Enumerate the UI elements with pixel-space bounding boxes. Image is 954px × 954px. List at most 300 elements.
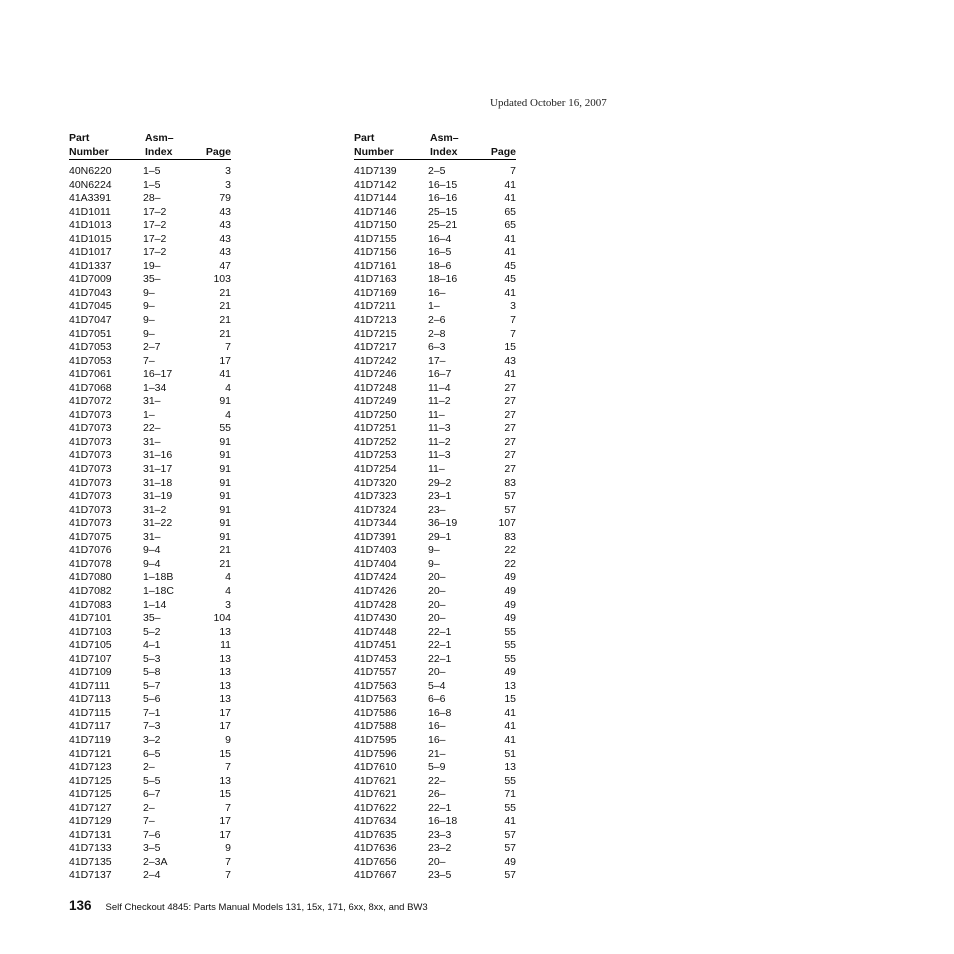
page-cell: 91 — [219, 449, 231, 462]
asm-index-cell: 35– — [143, 612, 161, 625]
asm-index-cell: 25–21 — [428, 219, 458, 232]
table-row — [354, 179, 516, 193]
part-number-cell: 41D7121 — [69, 747, 112, 760]
asm-index-cell: 16–17 — [143, 368, 173, 381]
page-cell: 91 — [219, 435, 231, 448]
part-number-cell: 41D7137 — [69, 869, 112, 882]
asm-index-cell: 31–22 — [143, 517, 173, 530]
asm-index-cell: 1–18B — [143, 571, 174, 584]
page-cell: 41 — [504, 246, 516, 259]
asm-index-cell: 11– — [428, 463, 445, 476]
asm-index-cell: 22–1 — [428, 652, 452, 665]
asm-index-cell: 18–6 — [428, 259, 452, 272]
table-row — [69, 802, 231, 816]
header-page: Page — [490, 146, 516, 158]
page-cell: 41 — [504, 368, 516, 381]
page-cell: 21 — [219, 314, 231, 327]
part-number-cell: 41D7101 — [69, 612, 112, 625]
header-page: Page — [205, 146, 231, 158]
table-row — [354, 314, 516, 328]
table-row — [354, 300, 516, 314]
table-row — [69, 436, 231, 450]
page-cell: 13 — [504, 679, 516, 692]
page-cell: 9 — [225, 733, 231, 746]
part-number-cell: 41D7161 — [354, 259, 397, 272]
page-cell: 3 — [225, 165, 231, 177]
asm-index-cell: 31–2 — [143, 503, 167, 516]
page-cell: 27 — [504, 381, 516, 394]
asm-index-cell: 17–2 — [143, 232, 167, 245]
page-cell: 7 — [225, 855, 231, 868]
asm-index-cell: 2–5 — [428, 165, 446, 177]
part-number-cell: 41D7451 — [354, 639, 397, 652]
page-cell: 21 — [219, 327, 231, 340]
asm-index-cell: 5–4 — [428, 679, 446, 692]
part-number-cell: 41D7105 — [69, 639, 112, 652]
page-footer — [69, 898, 428, 913]
part-number-cell: 41D7403 — [354, 544, 397, 557]
part-number-cell: 41D7169 — [354, 286, 397, 299]
asm-index-cell: 5–8 — [143, 666, 161, 679]
page-cell: 71 — [504, 788, 516, 801]
part-number-cell: 41D7320 — [354, 476, 397, 489]
table-row — [354, 165, 516, 179]
table-row — [69, 869, 231, 883]
asm-index-cell: 16– — [428, 733, 446, 746]
part-number-cell: 41D7253 — [354, 449, 397, 462]
table-row — [354, 382, 516, 396]
part-number-cell: 41D7073 — [69, 476, 112, 489]
table-row — [69, 233, 231, 247]
table-row — [69, 531, 231, 545]
asm-index-cell: 9– — [143, 286, 155, 299]
header-number: Number — [354, 146, 394, 158]
page-cell: 13 — [219, 679, 231, 692]
part-number-cell: 41D7139 — [354, 165, 397, 177]
table-row — [354, 680, 516, 694]
table-row — [354, 693, 516, 707]
table-row — [354, 436, 516, 450]
part-number-cell: 41D7155 — [354, 232, 397, 245]
asm-index-cell: 2–6 — [428, 314, 446, 327]
asm-index-cell: 25–15 — [428, 205, 458, 218]
part-number-cell: 41D7636 — [354, 842, 397, 855]
table-row — [354, 544, 516, 558]
part-number-cell: 41D7430 — [354, 612, 397, 625]
page-cell: 13 — [219, 666, 231, 679]
table-row — [354, 585, 516, 599]
page-cell: 4 — [225, 381, 231, 394]
table-row — [69, 165, 231, 179]
page-cell: 57 — [504, 490, 516, 503]
part-number-cell: 40N6224 — [69, 178, 112, 191]
table-row — [69, 395, 231, 409]
table-row — [354, 612, 516, 626]
header-part: Part — [69, 132, 90, 144]
page-cell: 4 — [225, 584, 231, 597]
part-number-cell: 41D7563 — [354, 693, 397, 706]
page-cell: 15 — [219, 788, 231, 801]
page-cell: 91 — [219, 463, 231, 476]
page-cell: 7 — [510, 327, 516, 340]
page-cell: 7 — [510, 314, 516, 327]
header-part: Part — [354, 132, 375, 144]
part-number-cell: 41D7144 — [354, 192, 397, 205]
page-cell: 41 — [504, 733, 516, 746]
part-number-cell: 41D7254 — [354, 463, 397, 476]
page-cell: 13 — [219, 625, 231, 638]
table-row — [69, 666, 231, 680]
asm-index-cell: 31– — [143, 435, 161, 448]
header-asm: Asm– — [430, 132, 459, 144]
footer-title: Self Checkout 4845: Parts Manual Models 131, 15x, 171, 6xx, 8xx, and BW3 — [105, 902, 428, 913]
part-number-cell: 41D1015 — [69, 232, 112, 245]
table-row — [354, 748, 516, 762]
table-row — [69, 219, 231, 233]
page-cell: 17 — [219, 354, 231, 367]
asm-index-cell: 31–19 — [143, 490, 173, 503]
asm-index-cell: 2–3A — [143, 855, 168, 868]
table-row — [354, 626, 516, 640]
page-cell: 22 — [504, 544, 516, 557]
table-row — [354, 639, 516, 653]
part-number-cell: 41D7215 — [354, 327, 397, 340]
page-cell: 15 — [219, 747, 231, 760]
asm-index-cell: 22–1 — [428, 639, 452, 652]
page-cell: 57 — [504, 869, 516, 882]
part-number-cell: 41D7242 — [354, 354, 397, 367]
page-cell: 7 — [225, 761, 231, 774]
page-cell: 17 — [219, 828, 231, 841]
asm-index-cell: 9–4 — [143, 557, 161, 570]
part-number-cell: 41D7135 — [69, 855, 112, 868]
table-row — [354, 355, 516, 369]
table-row — [69, 734, 231, 748]
asm-index-cell: 31– — [143, 395, 161, 408]
part-number-cell: 41D7111 — [69, 679, 111, 692]
part-number-cell: 41D7656 — [354, 855, 397, 868]
asm-index-cell: 3–5 — [143, 842, 161, 855]
table-row — [69, 260, 231, 274]
asm-index-cell: 1–34 — [143, 381, 167, 394]
page-cell: 11 — [220, 639, 231, 652]
table-row — [69, 612, 231, 626]
table-row — [354, 395, 516, 409]
part-number-cell: 41D7123 — [69, 761, 112, 774]
page-cell: 41 — [504, 720, 516, 733]
header-asm: Asm– — [145, 132, 174, 144]
page-cell: 55 — [504, 652, 516, 665]
part-number-cell: 41D7078 — [69, 557, 112, 570]
page-cell: 41 — [504, 815, 516, 828]
page-cell: 13 — [219, 774, 231, 787]
asm-index-cell: 11– — [428, 408, 445, 421]
page-cell: 103 — [213, 273, 231, 286]
asm-index-cell: 16–4 — [428, 232, 452, 245]
table-row — [69, 558, 231, 572]
table-row — [69, 504, 231, 518]
table-row — [69, 517, 231, 531]
table-row — [69, 761, 231, 775]
page-cell: 55 — [219, 422, 231, 435]
table-row — [69, 856, 231, 870]
part-number-cell: 41D7073 — [69, 503, 112, 516]
asm-index-cell: 1–14 — [143, 598, 167, 611]
asm-index-cell: 7– — [143, 815, 155, 828]
page-cell: 57 — [504, 828, 516, 841]
table-row — [354, 233, 516, 247]
part-number-cell: 41D7068 — [69, 381, 112, 394]
page-cell: 3 — [225, 178, 231, 191]
part-number-cell: 41D7426 — [354, 584, 397, 597]
parts-table-left — [69, 131, 231, 883]
page-number: 136 — [69, 898, 92, 913]
asm-index-cell: 19– — [143, 259, 161, 272]
part-number-cell: 41D7391 — [354, 530, 397, 543]
header-index: Index — [145, 146, 173, 158]
table-row — [69, 680, 231, 694]
page-cell: 22 — [504, 557, 516, 570]
part-number-cell: 41D7073 — [69, 408, 112, 421]
part-number-cell: 41D7127 — [69, 801, 112, 814]
page-cell: 41 — [504, 232, 516, 245]
asm-index-cell: 18–16 — [428, 273, 458, 286]
part-number-cell: 41D7557 — [354, 666, 397, 679]
page-cell: 41 — [504, 286, 516, 299]
table-row — [69, 693, 231, 707]
part-number-cell: 41D7344 — [354, 517, 397, 530]
table-row — [69, 775, 231, 789]
asm-index-cell: 16– — [428, 720, 446, 733]
part-number-cell: 41D1017 — [69, 246, 112, 259]
part-number-cell: 41D7045 — [69, 300, 112, 313]
table-row — [354, 842, 516, 856]
asm-index-cell: 23–2 — [428, 842, 452, 855]
part-number-cell: 41D7251 — [354, 422, 397, 435]
part-number-cell: 41D7588 — [354, 720, 397, 733]
page-cell: 91 — [219, 476, 231, 489]
page-cell: 49 — [504, 666, 516, 679]
page-cell: 79 — [219, 192, 231, 205]
asm-index-cell: 16–5 — [428, 246, 452, 259]
asm-index-cell: 5–2 — [143, 625, 161, 638]
page-cell: 21 — [219, 300, 231, 313]
part-number-cell: 41D7053 — [69, 354, 112, 367]
page-cell: 51 — [504, 747, 516, 760]
updated-date: Updated October 16, 2007 — [490, 97, 607, 109]
table-row — [354, 788, 516, 802]
page-cell: 27 — [504, 449, 516, 462]
header-index: Index — [430, 146, 458, 158]
table-row — [354, 775, 516, 789]
asm-index-cell: 16–7 — [428, 368, 452, 381]
asm-index-cell: 7– — [143, 354, 155, 367]
table-row — [354, 653, 516, 667]
part-number-cell: 41D7249 — [354, 395, 397, 408]
page-cell: 21 — [219, 557, 231, 570]
table-row — [69, 748, 231, 762]
page-cell: 7 — [225, 341, 231, 354]
asm-index-cell: 16–8 — [428, 706, 452, 719]
table-row — [69, 829, 231, 843]
asm-index-cell: 31–16 — [143, 449, 173, 462]
table-row — [69, 490, 231, 504]
part-number-cell: 41D1011 — [69, 205, 111, 218]
asm-index-cell: 5–5 — [143, 774, 161, 787]
asm-index-cell: 31–17 — [143, 463, 173, 476]
table-row — [69, 842, 231, 856]
asm-index-cell: 1– — [143, 408, 155, 421]
part-number-cell: 41D7323 — [354, 490, 397, 503]
table-row — [69, 300, 231, 314]
table-row — [354, 341, 516, 355]
page-cell: 57 — [504, 503, 516, 516]
table-row — [354, 666, 516, 680]
asm-index-cell: 31–18 — [143, 476, 173, 489]
asm-index-cell: 9–4 — [143, 544, 161, 557]
asm-index-cell: 9– — [428, 544, 440, 557]
table-row — [69, 544, 231, 558]
table-body — [69, 160, 231, 883]
table-row — [354, 477, 516, 491]
asm-index-cell: 7–3 — [143, 720, 161, 733]
asm-index-cell: 20– — [428, 584, 446, 597]
asm-index-cell: 16– — [428, 286, 446, 299]
table-row — [354, 206, 516, 220]
table-row — [69, 273, 231, 287]
asm-index-cell: 2– — [143, 761, 155, 774]
part-number-cell: 41D7428 — [354, 598, 397, 611]
asm-index-cell: 28– — [143, 192, 161, 205]
table-row — [354, 409, 516, 423]
table-row — [69, 585, 231, 599]
part-number-cell: 41D7324 — [354, 503, 397, 516]
page-cell: 55 — [504, 639, 516, 652]
page-cell: 4 — [225, 408, 231, 421]
page-cell: 41 — [504, 178, 516, 191]
page-cell: 41 — [219, 368, 231, 381]
asm-index-cell: 20– — [428, 855, 446, 868]
page-cell: 57 — [504, 842, 516, 855]
asm-index-cell: 20– — [428, 612, 446, 625]
asm-index-cell: 23– — [428, 503, 446, 516]
table-row — [354, 599, 516, 613]
page-cell: 45 — [504, 273, 516, 286]
asm-index-cell: 2–8 — [428, 327, 446, 340]
table-row — [354, 571, 516, 585]
table-row — [354, 815, 516, 829]
page-cell: 21 — [219, 544, 231, 557]
table-row — [354, 802, 516, 816]
part-number-cell: 41D7250 — [354, 408, 397, 421]
table-row — [354, 517, 516, 531]
part-number-cell: 41D7156 — [354, 246, 397, 259]
asm-index-cell: 22–1 — [428, 625, 452, 638]
table-row — [69, 192, 231, 206]
page-cell: 43 — [219, 205, 231, 218]
page-cell: 9 — [225, 842, 231, 855]
part-number-cell: 41D7595 — [354, 733, 397, 746]
part-number-cell: 41D7073 — [69, 449, 112, 462]
table-row — [354, 260, 516, 274]
asm-index-cell: 29–2 — [428, 476, 452, 489]
asm-index-cell: 2–7 — [143, 341, 161, 354]
page-cell: 3 — [225, 598, 231, 611]
table-row — [354, 720, 516, 734]
part-number-cell: 41D7125 — [69, 774, 112, 787]
asm-index-cell: 17–2 — [143, 205, 167, 218]
part-number-cell: 41D7073 — [69, 463, 112, 476]
part-number-cell: 41D7129 — [69, 815, 112, 828]
table-row — [354, 558, 516, 572]
part-number-cell: 41D7667 — [354, 869, 397, 882]
table-row — [69, 449, 231, 463]
part-number-cell: 41D7051 — [69, 327, 112, 340]
part-number-cell: 41D7117 — [69, 720, 111, 733]
page-cell: 91 — [219, 503, 231, 516]
part-number-cell: 41D1013 — [69, 219, 112, 232]
asm-index-cell: 1–5 — [143, 178, 161, 191]
asm-index-cell: 9– — [143, 314, 155, 327]
table-row — [354, 273, 516, 287]
page-cell: 107 — [498, 517, 516, 530]
page-cell: 49 — [504, 584, 516, 597]
part-number-cell: 41D7073 — [69, 422, 112, 435]
table-row — [354, 504, 516, 518]
part-number-cell: 41D7131 — [69, 828, 112, 841]
asm-index-cell: 29–1 — [428, 530, 452, 543]
table-row — [354, 463, 516, 477]
page-cell: 21 — [219, 286, 231, 299]
page-cell: 27 — [504, 408, 516, 421]
asm-index-cell: 7–6 — [143, 828, 161, 841]
table-row — [354, 829, 516, 843]
asm-index-cell: 9– — [428, 557, 440, 570]
page-cell: 43 — [219, 246, 231, 259]
part-number-cell: 41D7248 — [354, 381, 397, 394]
part-number-cell: 41D7075 — [69, 530, 112, 543]
asm-index-cell: 20– — [428, 666, 446, 679]
asm-index-cell: 2–4 — [143, 869, 161, 882]
page-cell: 27 — [504, 395, 516, 408]
asm-index-cell: 11–4 — [428, 381, 451, 394]
asm-index-cell: 6–3 — [428, 341, 446, 354]
page-cell: 27 — [504, 435, 516, 448]
asm-index-cell: 5–9 — [428, 761, 446, 774]
part-number-cell: 41D7109 — [69, 666, 112, 679]
asm-index-cell: 22– — [428, 774, 446, 787]
page-cell: 104 — [213, 612, 231, 625]
table-row — [69, 639, 231, 653]
table-row — [354, 287, 516, 301]
table-row — [69, 422, 231, 436]
page-cell: 91 — [219, 395, 231, 408]
asm-index-cell: 22–1 — [428, 801, 452, 814]
table-header — [354, 131, 516, 160]
page-cell: 47 — [219, 259, 231, 272]
asm-index-cell: 9– — [143, 327, 155, 340]
table-row — [354, 246, 516, 260]
page-cell: 13 — [504, 761, 516, 774]
table-row — [354, 422, 516, 436]
asm-index-cell: 36–19 — [428, 517, 458, 530]
table-row — [69, 206, 231, 220]
part-number-cell: 41D7076 — [69, 544, 112, 557]
table-header — [69, 131, 231, 160]
page-cell: 7 — [225, 869, 231, 882]
asm-index-cell: 16–15 — [428, 178, 458, 191]
asm-index-cell: 9– — [143, 300, 155, 313]
